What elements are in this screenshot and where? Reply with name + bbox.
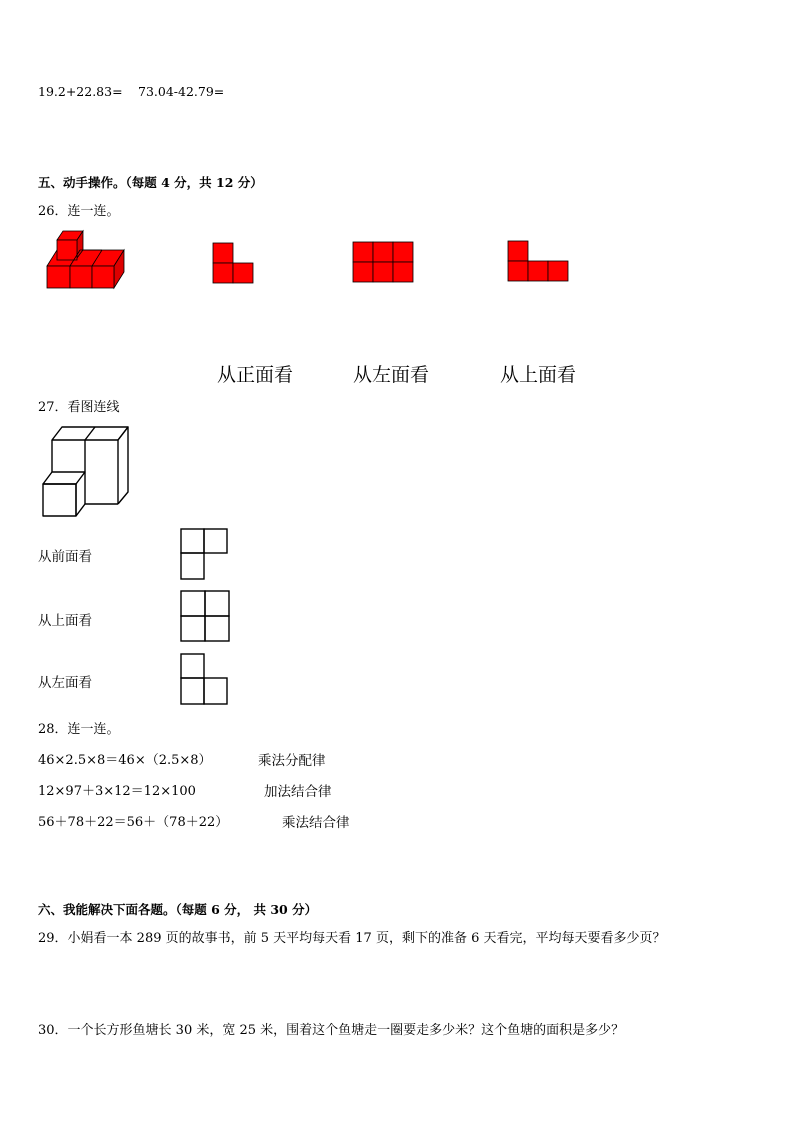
calc-expr-1: 19.2+22.83=	[38, 84, 123, 99]
q27-view-shape-1	[180, 528, 230, 582]
q28-law-2: 加法结合律	[264, 784, 332, 800]
q27-label-top: 从上面看	[38, 613, 92, 629]
q29-text: 29．小娟看一本 289 页的故事书，前 5 天平均每天看 17 页，剩下的准备 6 天看完，平均每天要看多少页？	[38, 931, 666, 946]
q26-label-left: 从左面看	[353, 364, 430, 386]
q27-view-shape-2	[180, 590, 230, 644]
red-view-shape-2	[352, 241, 414, 283]
q28-expr-1: 46×2.5×8＝46×（2.5×8）	[38, 753, 212, 768]
q28-expr-2: 12×97＋3×12＝12×100	[38, 784, 196, 799]
calc-expr-2: 73.04-42.79=	[138, 84, 225, 99]
red-view-shape-1	[212, 242, 254, 284]
q27-title: 27．看图连线	[38, 400, 120, 415]
section5-heading: 五、动手操作。（每题 4 分，共 12 分）	[38, 175, 263, 190]
section6-heading: 六、我能解决下面各题。（每题 6 分， 共 30 分）	[38, 902, 318, 917]
q28-law-3: 乘法结合律	[282, 815, 350, 831]
q28-expr-3: 56＋78＋22＝56＋（78＋22）	[38, 815, 229, 830]
q27-line-cube-figure	[40, 424, 132, 520]
q26-label-front: 从正面看	[217, 364, 294, 386]
q27-label-front: 从前面看	[38, 549, 92, 565]
red-cube-solid-figure	[40, 228, 130, 292]
red-view-shape-3	[507, 240, 569, 282]
q28-title: 28．连一连。	[38, 722, 120, 737]
q27-view-shape-3	[180, 653, 230, 707]
q26-label-top: 从上面看	[500, 364, 577, 386]
q27-label-left: 从左面看	[38, 675, 92, 691]
q28-law-1: 乘法分配律	[258, 753, 326, 769]
q30-text: 30．一个长方形鱼塘长 30 米，宽 25 米，围着这个鱼塘走一圈要走多少米？这个鱼塘的面积是多少？	[38, 1023, 625, 1038]
q26-title: 26．连一连。	[38, 204, 120, 219]
